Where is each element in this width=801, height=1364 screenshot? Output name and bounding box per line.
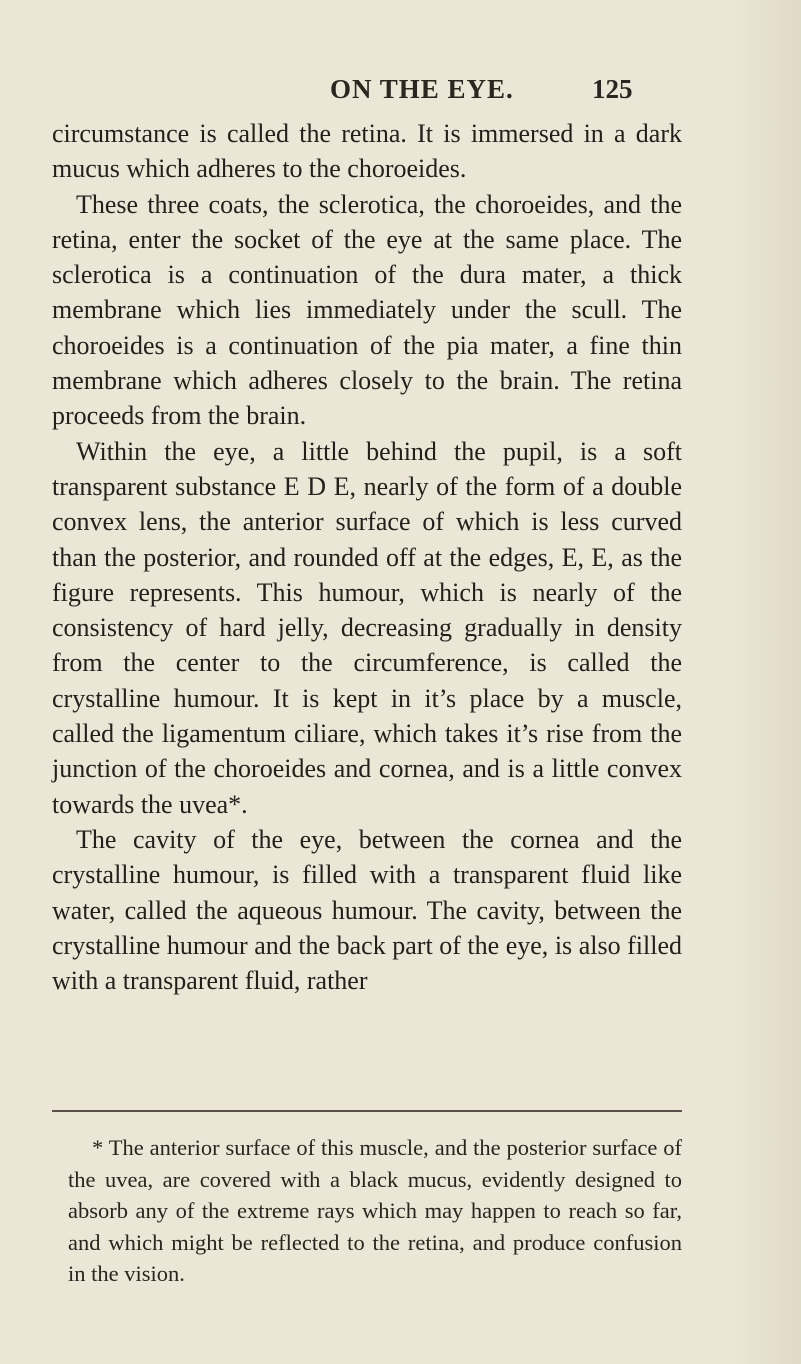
running-title: ON THE EYE. [330,74,514,104]
paragraph-2: These three coats, the sclerotica, the choroeides, and the retina, enter the socket of the eye at the same place. The sclerotica is a continuation of the dura mater, a thick membrane which lies immediately under the scull. The choroeides is a continuation of the pia mater, a fine thin membrane which adheres closely to the brain. The retina proceeds from the brain. [52,189,682,431]
footnote-text: * The anterior surface of this muscle, and the posterior surface of the uvea, are covered with a black mucus, evidently designed to absorb any of the extreme rays which may happen to reach so far, and which might be reflected to the retina, and produce confusion in the vision. [68,1135,682,1286]
body-text [52,116,682,998]
paragraph-3: Within the eye, a little behind the pupil, is a soft transparent substance E D E, nearly of the form of a double convex lens, the anterior surface of which is less curved than the posterior, and rounded off at the edges, E, E, as the figure represents. This humour, which is nearly of the consistency of hard jelly, decreasing gradually in density from the center to the circumference, is called the crystalline humour. It is kept in it’s place by a muscle, called the ligamentum ciliare, which takes it’s rise from the junction of the choroeides and cornea, and is a little convex towards the uvea*. [52,436,682,819]
footnote-divider [52,1110,682,1112]
footnote [68,1132,682,1290]
paragraph-4: The cavity of the eye, between the cornea and the crystalline humour, is filled with a transparent fluid like water, called the aqueous humour. The cavity, between the crystalline humour and the back part of the eye, is also filled with a transparent fluid, rather [52,824,682,996]
page-number: 125 [592,74,633,104]
page-edge-shadow [731,0,801,1364]
paragraph-1: circumstance is called the retina. It is immersed in a dark mucus which adheres to the choroeides. [52,119,682,184]
